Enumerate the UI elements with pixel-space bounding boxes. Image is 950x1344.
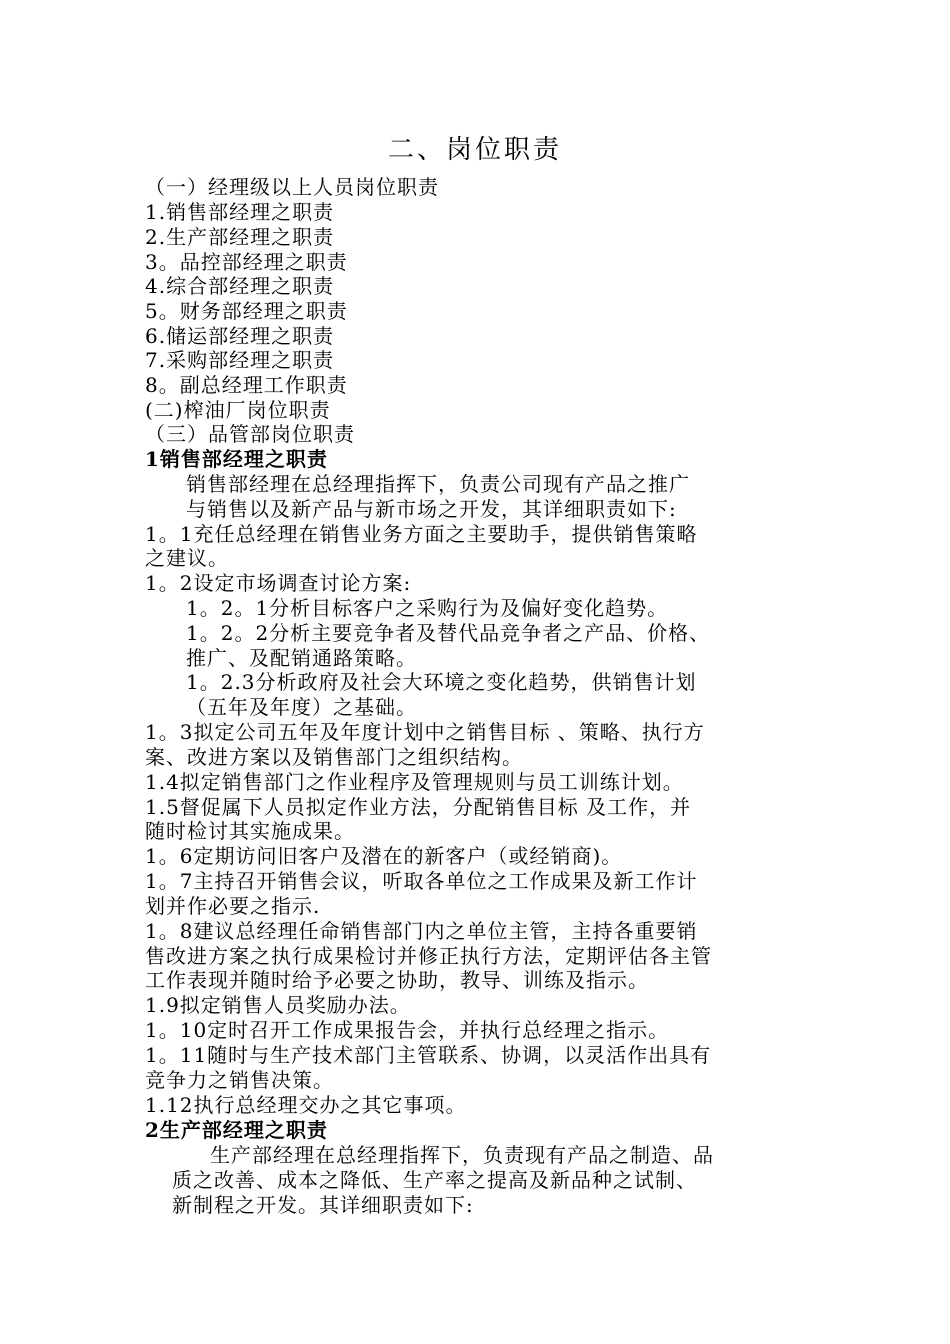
duty-subitem: 1。2。2分析主要竞争者及替代品竞争者之产品、价格、 (186, 621, 711, 645)
duty-item: 1.5督促属下人员拟定作业方法，分配销售目标 及工作，并 (145, 795, 692, 819)
toc-item: （一）经理级以上人员岗位职责 (145, 175, 439, 199)
duty-item: 1。10定时召开工作成果报告会，并执行总经理之指示。 (145, 1018, 670, 1042)
section2-intro-line: 质之改善、成本之降低、生产率之提高及新品种之试制、 (172, 1168, 697, 1192)
section2-intro-line: 新制程之开发。其详细职责如下: (172, 1193, 474, 1217)
toc-item: 1.销售部经理之职责 (145, 200, 335, 224)
toc-item: 2.生产部经理之职责 (145, 225, 335, 249)
toc-item: （三）品管部岗位职责 (145, 422, 355, 446)
section1-heading: 1销售部经理之职责 (145, 447, 328, 471)
toc-item: (二)榨油厂岗位职责 (145, 398, 331, 422)
duty-subitem: 1。2。1分析目标客户之采购行为及偏好变化趋势。 (186, 596, 669, 620)
duty-item: 随时检讨其实施成果。 (145, 819, 355, 843)
section1-intro-line: 与销售以及新产品与新市场之开发，其详细职责如下: (186, 497, 677, 521)
duty-item: 之建议。 (145, 546, 229, 570)
duty-subitem: 1。2.3分析政府及社会大环境之变化趋势，供销售计划 (186, 670, 697, 694)
duty-item: 工作表现并随时给予必要之协助，教导、训练及指示。 (145, 968, 649, 992)
duty-item: 售改进方案之执行成果检讨并修正执行方法，定期评估各主管 (145, 944, 712, 968)
page-title: 二、岗位职责 (387, 135, 562, 165)
toc-item: 8。副总经理工作职责 (145, 373, 348, 397)
toc-item: 3。品控部经理之职责 (145, 250, 348, 274)
duty-item: 1。8建议总经理任命销售部门内之单位主管，主持各重要销 (145, 919, 698, 943)
duty-item: 1.12执行总经理交办之其它事项。 (145, 1093, 467, 1117)
duty-item: 案、改进方案以及销售部门之组织结构。 (145, 745, 523, 769)
duty-item: 1。11随时与生产技术部门主管联系、协调，以灵活作出具有 (145, 1043, 712, 1067)
duty-item: 1。2设定市场调查讨论方案: (145, 571, 412, 595)
toc-item: 6.储运部经理之职责 (145, 324, 335, 348)
duty-item: 划并作必要之指示. (145, 894, 321, 918)
duty-item: 1.4拟定销售部门之作业程序及管理规则与员工训练计划。 (145, 770, 684, 794)
duty-item: 1。1充任总经理在销售业务方面之主要助手，提供销售策略 (145, 522, 698, 546)
duty-item: 1。6定期访问旧客户及潜在的新客户（或经销商)。 (145, 844, 623, 868)
section2-heading: 2生产部经理之职责 (145, 1118, 328, 1142)
duty-subitem: 推广、及配销通路策略。 (186, 646, 417, 670)
duty-item: 1。7主持召开销售会议，听取各单位之工作成果及新工作计 (145, 869, 698, 893)
duty-item: 1。3拟定公司五年及年度计划中之销售目标 、策略、执行方 (145, 720, 705, 744)
section2-intro-line: 生产部经理在总经理指挥下，负责现有产品之制造、品 (210, 1143, 714, 1167)
duty-item: 1.9拟定销售人员奖励办法。 (145, 993, 411, 1017)
toc-item: 7.采购部经理之职责 (145, 348, 335, 372)
section1-intro-line: 销售部经理在总经理指挥下，负责公司现有产品之推广 (186, 472, 690, 496)
duty-item: 竞争力之销售决策。 (145, 1068, 334, 1092)
toc-item: 4.综合部经理之职责 (145, 274, 335, 298)
duty-subitem: （五年及年度）之基础。 (186, 695, 417, 719)
toc-item: 5。财务部经理之职责 (145, 299, 348, 323)
